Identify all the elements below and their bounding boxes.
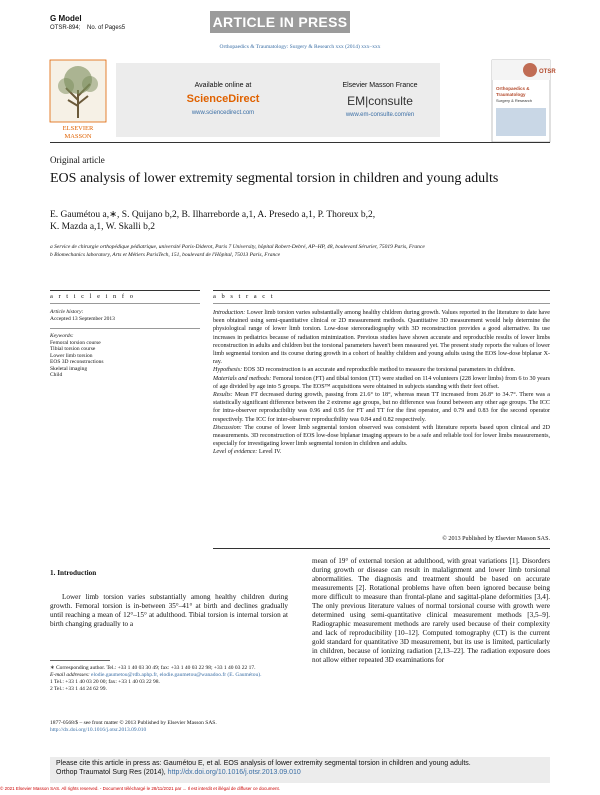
article-code-text: OTSR-894; — [50, 25, 81, 31]
footnote-2: 2 Tel.: +33 1 44 24 62 99. — [50, 686, 107, 692]
history-label: Article history: — [50, 309, 84, 315]
email-link[interactable]: elodie.gaumetou@rdb.aphp.fr, elodie.gaumetou@wanadoo.fr (E. Gaumétou). — [91, 672, 262, 678]
keyword: Child — [50, 372, 63, 378]
page-count: No. of Pages5 — [87, 25, 126, 31]
article-type: Original article — [50, 155, 105, 165]
affiliation-a: a Service de chirurgie orthopédique pédiatrique, université Paris-Diderot, Paris 7 University, hôpital Robert-Debré, AP–HP, 48, boulevard Sérurier, 75019 Paris, France — [50, 244, 425, 250]
affiliation-b: b Biomechanics laboratory, Arts et Métiers ParisTech, 151, boulevard de l'Hôpital, 75013 Paris, France — [50, 251, 281, 258]
abstract-results — [213, 391, 550, 424]
abstract-hypothesis — [213, 366, 550, 374]
discussion-label: Discussion: — [213, 424, 242, 431]
abstract-top-rule — [213, 290, 550, 291]
article-history — [50, 309, 190, 322]
otsr-mark: OTSR — [539, 69, 556, 75]
elsevier-logo-line1: ELSEVIER — [62, 125, 94, 132]
abstract-discussion — [213, 424, 550, 449]
level-text: Level IV. — [258, 449, 282, 456]
affiliations — [50, 244, 550, 259]
intro-text: Lower limb torsion varies substantially among healthy children during growth. Values reported in the literature to date have been obtained using semi-quantitative clinical or 2D measurement methods. Quantitative 3D measurement would help determine the physiological range of lower limb torsion. Low-dose stereoradiography with 3D reconstruction provides a good alternative. Its use increases in pediatrics because of radiation minimization. Previous studies have shown accurate and reproducible results of lower limbs reconstruction in adults and children but the torsional parameters haven't been measured yet. The present study reports the values of lower limb segmental torsion and its course during growth in a cohort of healthy children and young adults using the EOS low-dose biplanar X-ray. — [213, 310, 550, 366]
abstract-bottom-rule — [213, 548, 550, 549]
article-code — [50, 25, 125, 31]
footnotes — [50, 665, 288, 693]
accepted-date: Accepted 13 September 2013 — [50, 315, 115, 322]
article-in-press-banner: ARTICLE IN PRESS — [210, 11, 350, 33]
intro-paragraph-2: mean of 19° of external torsion at adulthood, with great variations [1]. Disorders during growth or disease can result in malalignment and lower limb torsional abnormalities. The diagnosis and treatment should be based on accurate measurements [2]. Rotational problems have often been ignored because being more difficult to measure than frontal-plane and sagittal-plane deformities [3,4]. The only previous literature values of normal torsional course with growth were determined using semi-quantitative clinical measurement methods [3,5–9]. Radiographic measurement methods are rarely used because of their complexity and lack of reproducibility [10–12]. Computed tomography (CT) is the current gold standard for quantitative 3D measurement, but its use is limited, particularly in children, because of ionizing radiation [2,13–22]. The radiation exposure does not allow either repeated 3D examinations for — [312, 557, 550, 664]
abstract-sub-rule — [213, 303, 550, 304]
keyword: Tibial torsion course — [50, 346, 96, 352]
copyright-line: © 2013 Published by Elsevier Masson SAS. — [442, 536, 550, 542]
g-model-label: G Model — [50, 14, 82, 23]
otsr-journal-cover — [492, 60, 556, 142]
email-addresses — [50, 672, 288, 679]
intro-label: Introduction: — [213, 310, 246, 316]
email-label: E-mail addresses: — [50, 672, 90, 678]
info-top-rule — [50, 290, 200, 291]
methods-text: Femoral torsion (FT) and tibial torsion (TT) were studied on 114 volunteers (228 lower limbs) from 6 to 30 years of age divided by age into 5 groups. The EOS™ acquisitions were obtained in subjects standing with their feet offset. — [213, 375, 550, 390]
intro-column-2 — [312, 557, 550, 665]
results-text: Mean FT decreased during growth, passing from 21.6° to 18°, whereas mean TT increased from 26.8° to 34.7°. There was a statistically significant difference between the 2 extreme age groups, but no difference was found between any other age groups. The ICC for intra-observer reproducibility was 0.96 and 0.95 for FT and TT for the first operator, and 0.79 and 0.83 for the second operator respectively. The ICC for inter-observer reproducibility was 0.84 and 0.82 respectively. — [213, 392, 550, 423]
issn-line: 1877-0568/$ – see front matter © 2013 Published by Elsevier Masson SAS. — [50, 720, 217, 726]
article-title: EOS analysis of lower extremity segmental torsion in children and young adults — [50, 171, 499, 186]
abstract-heading: a b s t r a c t — [213, 293, 275, 300]
author-line-1: E. Gaumétou a,∗, S. Quijano b,2, B. Ilharreborde a,1, A. Presedo a,1, P. Thoreux b,2, — [50, 210, 376, 220]
info-sub-rule — [50, 303, 200, 304]
keyword: Femoral torsion course — [50, 339, 101, 346]
keywords-label: Keywords: — [50, 333, 74, 339]
keyword: Skeletal imaging — [50, 365, 88, 372]
methods-label: Materials and methods: — [213, 375, 272, 382]
keyword: EOS 3D reconstructions — [50, 359, 104, 365]
journal-line[interactable]: Orthopaedics & Traumatology: Surgery & Research xxx (2014) xxx–xxx — [219, 44, 381, 50]
abstract-introduction — [213, 309, 550, 366]
issn-block — [50, 720, 288, 734]
hypothesis-text: EOS 3D reconstruction is an accurate and reproducible method to measure the torsional parameters in children. — [243, 367, 516, 374]
abstract-level — [213, 448, 550, 456]
emconsulte-url[interactable]: www.em-consulte.com/en — [345, 112, 415, 118]
introduction-heading: 1. Introduction — [50, 569, 97, 577]
elsevier-tree-logo — [50, 60, 106, 140]
citation-line-2 — [56, 768, 544, 777]
intro-column-1 — [50, 593, 288, 629]
citation-doi-link[interactable]: http://dx.doi.org/10.1016/j.otsr.2013.09.010 — [167, 769, 301, 776]
level-label: Level of evidence: — [213, 449, 258, 456]
intro-paragraph-1: Lower limb torsion varies substantially among healthy children during growth. Femoral torsion is in-between 35°–41° at birth and declines gradually until reaching a mean of 12°–15° at adulthood. Tibial torsion is internal torsion at birth changing gradually to a — [50, 593, 288, 628]
hypothesis-label: Hypothesis: — [213, 367, 243, 374]
citation-box — [50, 757, 550, 783]
footnote-1: 1 Tel.: +33 1 40 03 20 00; fax: +33 1 40 03 22 98. — [50, 679, 160, 685]
article-info-heading: a r t i c l e i n f o — [50, 293, 135, 300]
download-notice: © 2021 Elsevier Masson SAS. All rights reserved. - Document téléchargé le 28/11/2021 par ... Il est interdit et illégal de diffuser ce document. — [0, 786, 281, 791]
footnote-rule — [50, 660, 110, 661]
citation-journal: Orthop Traumatol Surg Res (2014), — [56, 769, 166, 776]
elsevier-logo-line2: MASSON — [64, 133, 92, 140]
author-line-2: K. Mazda a,1, W. Skalli b,2 — [50, 222, 156, 232]
keywords-block — [50, 333, 190, 379]
otsr-title-2: Traumatology — [496, 92, 526, 97]
header-rule — [50, 142, 550, 143]
otsr-title: Orthopaedics & — [496, 86, 530, 91]
available-online-text: Available online at — [194, 82, 252, 89]
sciencedirect-logo[interactable]: ScienceDirect — [186, 93, 260, 105]
keyword: Lower limb torsion — [50, 352, 93, 359]
elsevier-masson-france: Elsevier Masson France — [342, 82, 418, 89]
sciencedirect-url[interactable]: www.sciencedirect.com — [191, 110, 255, 116]
author-list — [50, 209, 550, 233]
abstract-body — [213, 309, 550, 457]
otsr-sub: Surgery & Research — [496, 98, 533, 103]
abstract-methods — [213, 375, 550, 391]
keywords-rule — [50, 328, 200, 329]
corresponding-author: ∗ Corresponding author. Tel.: +33 1 40 03 30 49; fax: +33 1 40 03 22 98; +33 1 40 03 22 17. — [50, 665, 256, 671]
citation-line-1: Please cite this article in press as: Gaumétou E, et al. EOS analysis of lower extremity segmental torsion in children and young adults. — [56, 760, 471, 767]
emconsulte-logo[interactable]: EM|consulte — [347, 94, 413, 108]
doi-link[interactable]: http://dx.doi.org/10.1016/j.otsr.2013.09.010 — [50, 727, 147, 733]
results-label: Results: — [213, 392, 233, 399]
discussion-text: The course of lower limb segmental torsion observed was consistent with literature reports based upon clinical and 2D measurements. 3D reconstruction of EOS low-dose biplanar imaging appears to be a safe and reliable tool for lower limbs measurements, especially for investigating lower limb segmental torsion in children and adults. — [213, 424, 550, 448]
